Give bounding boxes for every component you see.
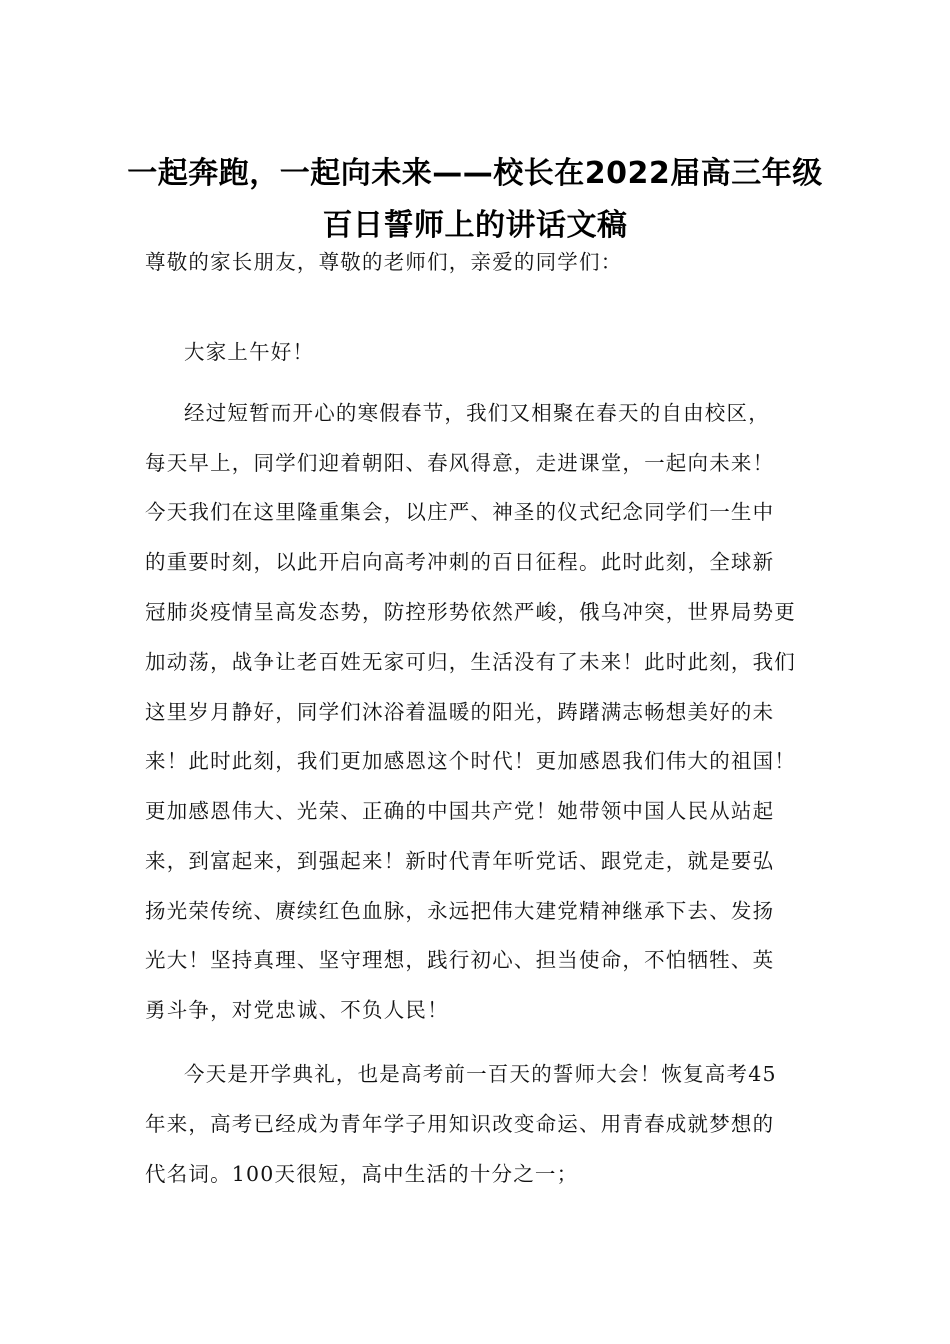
paragraph-line: 扬光荣传统、赓续红色血脉，永远把伟大建党精神继承下去、发扬 — [145, 899, 775, 923]
paragraph-line: 来，到富起来，到强起来！新时代青年听党话、跟党走，就是要弘 — [145, 849, 775, 873]
paragraph-line: 光大！坚持真理、坚守理想，践行初心、担当使命，不怕牺牲、英 — [145, 948, 775, 972]
salutation: 尊敬的家长朋友，尊敬的老师们，亲爱的同学们： — [145, 250, 623, 274]
paragraph-line: 更加感恩伟大、光荣、正确的中国共产党！她带领中国人民从站起 — [145, 799, 775, 823]
paragraph-line: 今天是开学典礼，也是高考前一百天的誓师大会！恢复高考45 — [184, 1062, 777, 1086]
paragraph-line: 加动荡，战争让老百姓无家可归，生活没有了未来！此时此刻，我们 — [145, 650, 796, 674]
paragraph-line: 每天早上，同学们迎着朝阳、春风得意，走进课堂，一起向未来！ — [145, 451, 775, 475]
title-line-1: 一起奔跑，一起向未来——校长在2022届高三年级 — [127, 156, 823, 191]
paragraph-line: 代名词。100天很短，高中生活的十分之一； — [145, 1162, 579, 1186]
paragraph-line: 经过短暂而开心的寒假春节，我们又相聚在春天的自由校区， — [184, 401, 770, 425]
paragraph-line: 的重要时刻，以此开启向高考冲刺的百日征程。此时此刻，全球新 — [145, 550, 775, 574]
paragraph-line: 勇斗争，对党忠诚、不负人民！ — [145, 998, 449, 1022]
paragraph-line: 来！此时此刻，我们更加感恩这个时代！更加感恩我们伟大的祖国！ — [145, 749, 796, 773]
paragraph-line: 年来，高考已经成为青年学子用知识改变命运、用青春成就梦想的 — [145, 1112, 775, 1136]
paragraph-line: 今天我们在这里隆重集会，以庄严、神圣的仪式纪念同学们一生中 — [145, 500, 775, 524]
title-line-2: 百日誓师上的讲话文稿 — [322, 208, 628, 243]
paragraph-line: 这里岁月静好，同学们沐浴着温暖的阳光，踌躇满志畅想美好的未 — [145, 700, 775, 724]
greeting: 大家上午好！ — [184, 340, 315, 364]
paragraph-line: 冠肺炎疫情呈高发态势，防控形势依然严峻，俄乌冲突，世界局势更 — [145, 600, 796, 624]
